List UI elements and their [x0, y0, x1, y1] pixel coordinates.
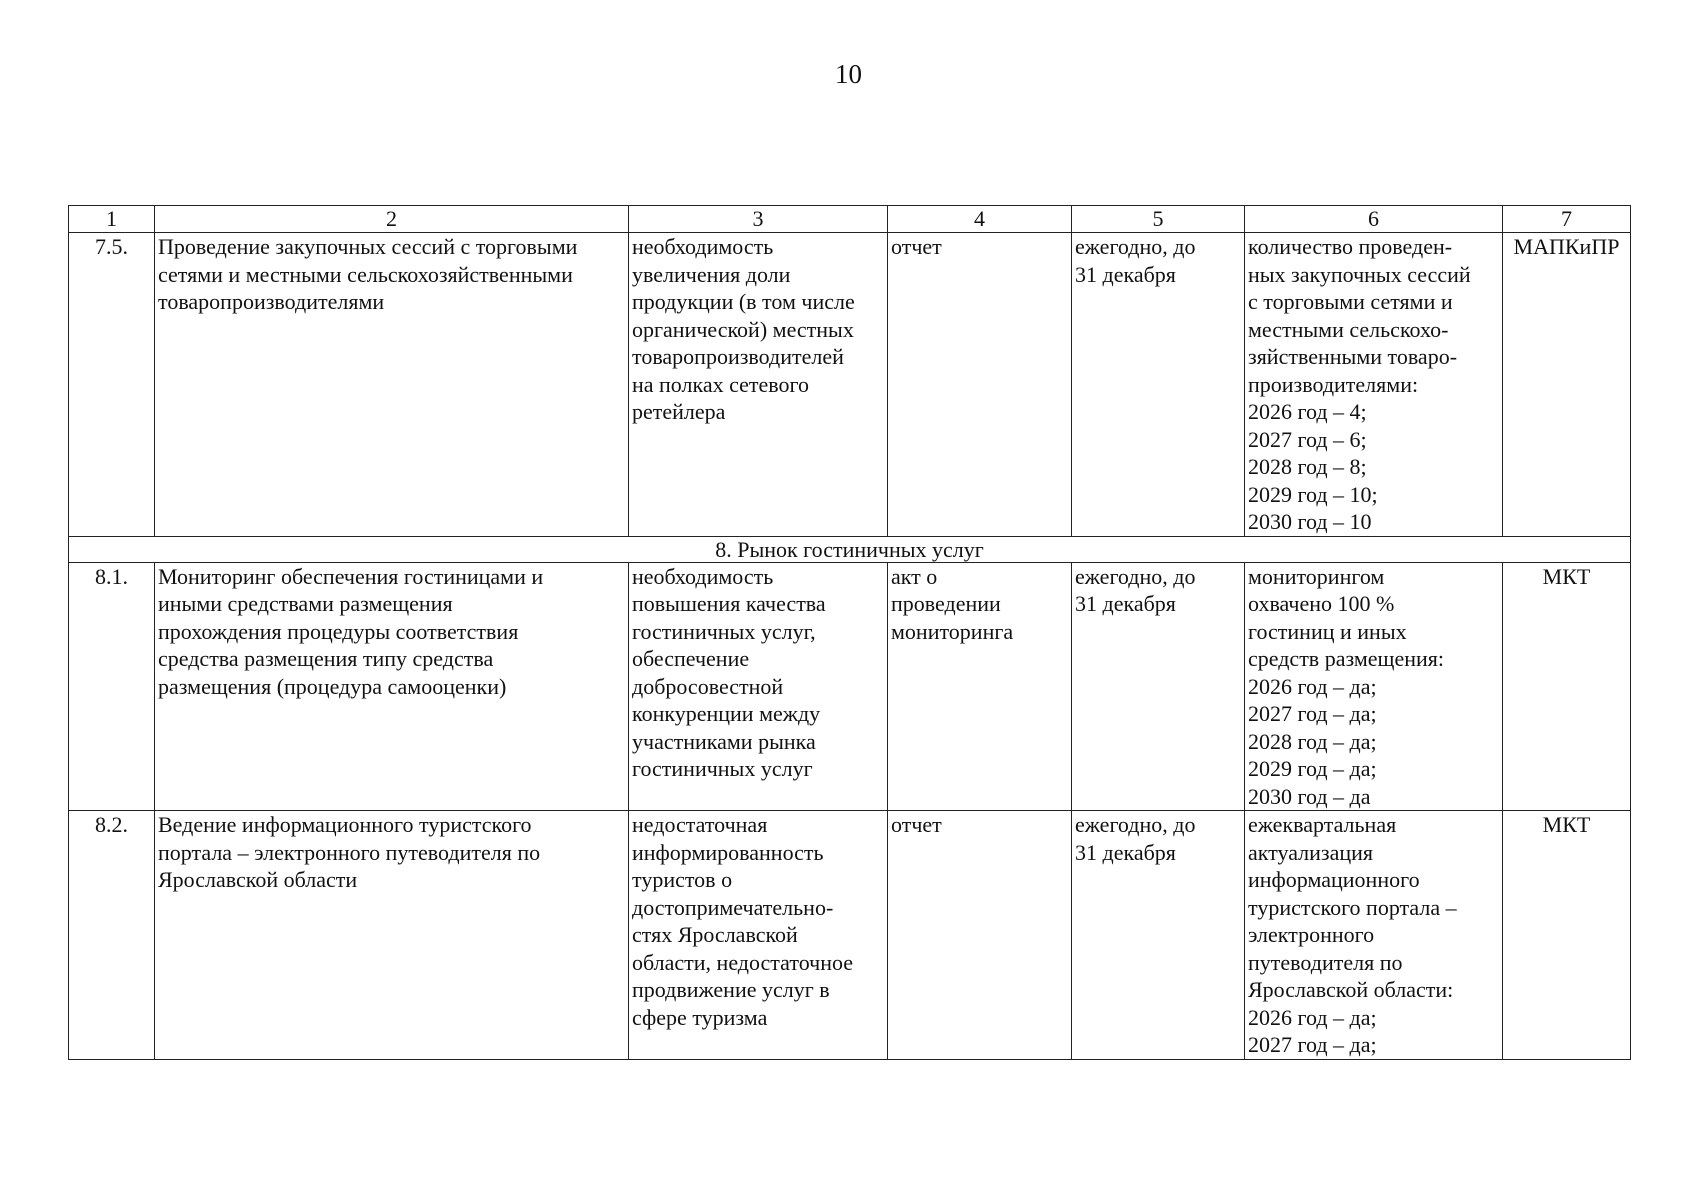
- text-line: отчет: [891, 812, 942, 837]
- responsible-cell: МКТ: [1503, 562, 1631, 811]
- text-line: зяйственными товаро-: [1248, 344, 1458, 369]
- text-line: недостаточная: [632, 812, 768, 837]
- text-line: 31 декабря: [1075, 591, 1176, 616]
- table-body: [69, 233, 1631, 1060]
- text-line: электронного: [1248, 922, 1375, 947]
- column-header-7: 7: [1503, 206, 1631, 233]
- text-line: прохождения процедуры соответствия: [158, 618, 519, 644]
- text-line: производителями:: [1248, 371, 1419, 397]
- text-line: ежегодно, до: [1075, 563, 1196, 589]
- text-line: на полках сетевого: [632, 371, 810, 397]
- text-line: сетями и местными сельскохозяйственными: [158, 261, 573, 287]
- text-line: с торговыми сетями и: [1248, 289, 1453, 314]
- text-line: органической) местных: [632, 316, 854, 342]
- text-line: повышения качества: [632, 591, 826, 616]
- problem-cell: [629, 233, 888, 537]
- column-header-2: 2: [155, 206, 629, 233]
- text-line: стях Ярославской: [632, 922, 798, 947]
- responsible-cell: МАПКиПР: [1503, 233, 1631, 537]
- text-line: Проведение закупочных сессий с торговыми: [158, 234, 578, 259]
- result-cell: [888, 562, 1072, 811]
- row-number: 8.1.: [69, 562, 155, 811]
- text-line: продукции (в том числе: [632, 289, 855, 314]
- responsible-cell: МКТ: [1503, 811, 1631, 1060]
- text-line: сфере туризма: [632, 1004, 768, 1030]
- text-line: количество проведен-: [1248, 234, 1453, 259]
- text-line: мониторингом: [1248, 563, 1385, 589]
- section-row: [69, 536, 1631, 562]
- text-line: портала – электронного путеводителя по: [158, 839, 541, 865]
- column-header-6: 6: [1245, 206, 1503, 233]
- indicator-cell: [1245, 562, 1503, 811]
- text-line: мониторинга: [891, 618, 1014, 644]
- text-line: 2027 год – 6;: [1248, 426, 1367, 452]
- text-line: необходимость: [632, 563, 774, 589]
- result-cell: [888, 811, 1072, 1060]
- text-line: акт о: [891, 563, 938, 589]
- text-line: актуализация: [1248, 839, 1374, 865]
- column-header-5: 5: [1072, 206, 1245, 233]
- row-number: 7.5.: [69, 233, 155, 537]
- text-line: продвижение услуг в: [632, 977, 830, 1002]
- text-line: 2027 год – да;: [1248, 701, 1377, 726]
- text-line: ежегодно, до: [1075, 234, 1196, 259]
- text-line: туристского портала –: [1248, 894, 1457, 920]
- text-line: ежегодно, до: [1075, 812, 1196, 837]
- activity-cell: [155, 233, 629, 537]
- indicator-cell: [1245, 811, 1503, 1060]
- text-line: местными сельскохо-: [1248, 316, 1449, 342]
- row-number: 8.2.: [69, 811, 155, 1060]
- text-line: Ярославской области:: [1248, 977, 1454, 1002]
- text-line: участниками рынка: [632, 728, 816, 754]
- text-line: товаропроизводителей: [632, 344, 844, 369]
- problem-cell: [629, 811, 888, 1060]
- text-line: Ярославской области: [158, 867, 358, 892]
- text-line: информированность: [632, 839, 824, 865]
- text-line: проведении: [891, 591, 1001, 616]
- result-cell: [888, 233, 1072, 537]
- text-line: средства размещения типу средства: [158, 646, 494, 671]
- activity-cell: [155, 811, 629, 1060]
- column-header-3: 3: [629, 206, 888, 233]
- text-line: информационного: [1248, 867, 1420, 892]
- text-line: отчет: [891, 234, 942, 259]
- text-line: 31 декабря: [1075, 261, 1176, 287]
- text-line: туристов о: [632, 867, 733, 892]
- activity-cell: [155, 562, 629, 811]
- text-line: средств размещения:: [1248, 646, 1445, 671]
- text-line: путеводителя по: [1248, 949, 1403, 975]
- text-line: 2028 год – 8;: [1248, 454, 1367, 479]
- text-line: гостиничных услуг,: [632, 618, 816, 644]
- text-line: размещения (процедура самооценки): [158, 673, 507, 699]
- deadline-cell: [1072, 562, 1245, 811]
- text-line: 2029 год – 10;: [1248, 481, 1378, 507]
- text-line: увеличения доли: [632, 261, 791, 287]
- measures-table: [68, 205, 1631, 1060]
- text-line: Мониторинг обеспечения гостиницами и: [158, 563, 544, 589]
- page-number: 10: [835, 59, 862, 89]
- text-line: товаропроизводителями: [158, 289, 385, 314]
- text-line: иными средствами размещения: [158, 591, 453, 616]
- text-line: охвачено 100 %: [1248, 591, 1395, 616]
- text-line: ных закупочных сессий: [1248, 261, 1471, 287]
- deadline-cell: [1072, 811, 1245, 1060]
- text-line: гостиниц и иных: [1248, 618, 1407, 644]
- text-line: 2028 год – да;: [1248, 728, 1377, 754]
- column-header-1: 1: [69, 206, 155, 233]
- text-line: конкуренции между: [632, 701, 821, 726]
- text-line: ретейлера: [632, 399, 726, 424]
- table-row: [69, 562, 1631, 811]
- text-line: добросовестной: [632, 673, 784, 699]
- text-line: Ведение информационного туристского: [158, 812, 532, 837]
- table-row: [69, 811, 1631, 1060]
- table-row: [69, 233, 1631, 537]
- header-row: [69, 206, 1631, 233]
- text-line: 2026 год – да;: [1248, 1004, 1377, 1030]
- text-line: достопримечательно-: [632, 894, 834, 920]
- text-line: 2027 год – да;: [1248, 1032, 1377, 1057]
- text-line: 31 декабря: [1075, 839, 1176, 865]
- text-line: 2029 год – да;: [1248, 756, 1377, 781]
- problem-cell: [629, 562, 888, 811]
- text-line: обеспечение: [632, 646, 750, 671]
- text-line: ежеквартальная: [1248, 812, 1397, 837]
- indicator-cell: [1245, 233, 1503, 537]
- text-line: 2026 год – 4;: [1248, 399, 1367, 424]
- deadline-cell: [1072, 233, 1245, 537]
- text-line: 2030 год – 10: [1248, 509, 1372, 534]
- table-header: [69, 206, 1631, 233]
- text-line: 2030 год – да: [1248, 783, 1371, 809]
- section-title: 8. Рынок гостиничных услуг: [69, 536, 1631, 562]
- text-line: области, недостаточное: [632, 949, 853, 975]
- text-line: необходимость: [632, 234, 774, 259]
- column-header-4: 4: [888, 206, 1072, 233]
- text-line: гостиничных услуг: [632, 756, 813, 781]
- text-line: 2026 год – да;: [1248, 673, 1377, 699]
